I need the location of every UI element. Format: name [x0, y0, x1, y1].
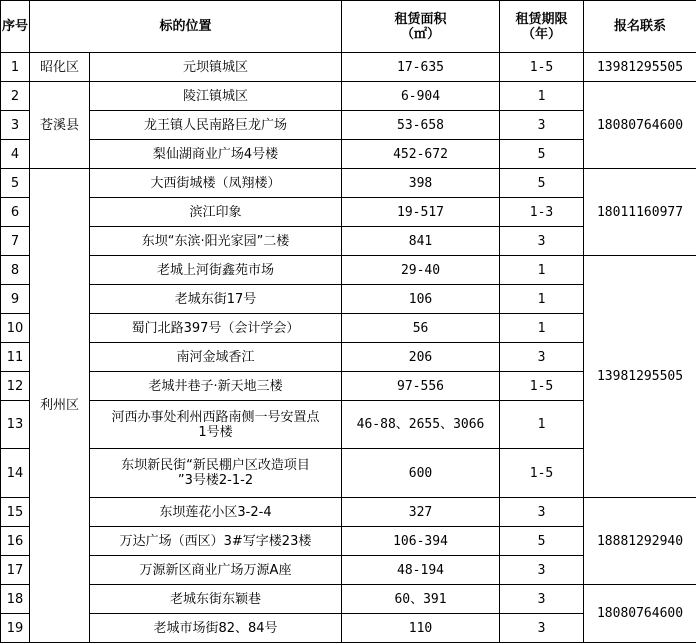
seq-cell: 18 — [1, 585, 30, 614]
location-line: 1号楼 — [90, 425, 341, 440]
location-cell: 万达广场（西区）3#写字楼23楼 — [90, 527, 342, 556]
seq-cell: 8 — [1, 256, 30, 285]
header-area-line1: 租赁面积 — [342, 12, 499, 27]
term-cell: 3 — [500, 498, 584, 527]
area-cell: 53-658 — [342, 111, 500, 140]
table-row — [1, 169, 696, 198]
seq-cell: 5 — [1, 169, 30, 198]
location-cell: 东坝莲花小区3-2-4 — [90, 498, 342, 527]
area-cell: 17-635 — [342, 53, 500, 82]
seq-cell: 12 — [1, 372, 30, 401]
term-cell: 3 — [500, 343, 584, 372]
location-cell: 老城井巷子·新天地三楼 — [90, 372, 342, 401]
seq-cell: 3 — [1, 111, 30, 140]
area-cell: 60、391 — [342, 585, 500, 614]
seq-cell: 9 — [1, 285, 30, 314]
location-cell: 蜀门北路397号（会计学会） — [90, 314, 342, 343]
area-cell: 206 — [342, 343, 500, 372]
table-row — [1, 256, 696, 285]
seq-cell: 7 — [1, 227, 30, 256]
location-cell: 元坝镇城区 — [90, 53, 342, 82]
district-cell: 利州区 — [30, 169, 90, 643]
seq-cell: 6 — [1, 198, 30, 227]
header-term-line2: （年） — [500, 27, 583, 42]
term-cell: 3 — [500, 227, 584, 256]
header-contact: 报名联系 — [584, 1, 696, 53]
seq-cell: 1 — [1, 53, 30, 82]
location-cell: 东坝“东滨·阳光家园”二楼 — [90, 227, 342, 256]
term-cell: 1-5 — [500, 449, 584, 498]
contact-cell: 18080764600 — [584, 82, 696, 169]
area-cell: 106 — [342, 285, 500, 314]
area-cell: 600 — [342, 449, 500, 498]
area-cell: 841 — [342, 227, 500, 256]
term-cell: 1 — [500, 82, 584, 111]
term-cell: 1 — [500, 314, 584, 343]
area-cell: 398 — [342, 169, 500, 198]
area-cell: 327 — [342, 498, 500, 527]
seq-cell: 14 — [1, 449, 30, 498]
term-cell: 5 — [500, 527, 584, 556]
district-cell: 昭化区 — [30, 53, 90, 82]
area-cell: 110 — [342, 614, 500, 643]
header-term-line1: 租赁期限 — [500, 12, 583, 27]
term-cell: 3 — [500, 614, 584, 643]
contact-cell: 18080764600 — [584, 585, 696, 643]
area-cell: 452-672 — [342, 140, 500, 169]
location-cell — [90, 449, 342, 498]
seq-cell: 17 — [1, 556, 30, 585]
area-cell: 29-40 — [342, 256, 500, 285]
term-cell: 1 — [500, 285, 584, 314]
location-cell: 大西街城楼（凤翔楼） — [90, 169, 342, 198]
area-cell: 97-556 — [342, 372, 500, 401]
location-cell: 老城东街17号 — [90, 285, 342, 314]
location-cell: 老城市场街82、84号 — [90, 614, 342, 643]
location-line: 河西办事处利州西路南侧一号安置点 — [90, 410, 341, 425]
header-seq: 序号 — [1, 1, 30, 53]
district-cell: 苍溪县 — [30, 82, 90, 169]
seq-cell: 19 — [1, 614, 30, 643]
location-cell: 梨仙湖商业广场4号楼 — [90, 140, 342, 169]
seq-cell: 4 — [1, 140, 30, 169]
area-cell: 6-904 — [342, 82, 500, 111]
location-cell: 陵江镇城区 — [90, 82, 342, 111]
header-area-line2: （㎡） — [342, 27, 499, 42]
header-location: 标的位置 — [30, 1, 342, 53]
location-cell: 老城上河街鑫苑市场 — [90, 256, 342, 285]
location-line: 东坝新民街“新民棚户区改造项目 — [90, 458, 341, 473]
seq-cell: 13 — [1, 401, 30, 449]
location-cell: 南河金域香江 — [90, 343, 342, 372]
term-cell: 1 — [500, 256, 584, 285]
contact-cell: 18011160977 — [584, 169, 696, 256]
term-cell: 1-3 — [500, 198, 584, 227]
location-cell: 老城东街东颖巷 — [90, 585, 342, 614]
header-row — [1, 1, 696, 53]
term-cell: 5 — [500, 140, 584, 169]
area-cell: 56 — [342, 314, 500, 343]
header-term — [500, 1, 584, 53]
term-cell: 1 — [500, 401, 584, 449]
term-cell: 3 — [500, 585, 584, 614]
term-cell: 3 — [500, 556, 584, 585]
location-cell: 龙王镇人民南路巨龙广场 — [90, 111, 342, 140]
area-cell: 19-517 — [342, 198, 500, 227]
location-line: ”3号楼2-1-2 — [90, 473, 341, 488]
table-row — [1, 53, 696, 82]
table-row — [1, 498, 696, 527]
location-cell: 滨江印象 — [90, 198, 342, 227]
header-area — [342, 1, 500, 53]
term-cell: 1-5 — [500, 372, 584, 401]
contact-cell: 13981295505 — [584, 53, 696, 82]
seq-cell: 2 — [1, 82, 30, 111]
location-cell — [90, 401, 342, 449]
seq-cell: 16 — [1, 527, 30, 556]
term-cell: 3 — [500, 111, 584, 140]
location-cell: 万源新区商业广场万源A座 — [90, 556, 342, 585]
term-cell: 1-5 — [500, 53, 584, 82]
seq-cell: 15 — [1, 498, 30, 527]
table-row — [1, 82, 696, 111]
table-row — [1, 585, 696, 614]
area-cell: 46-88、2655、3066 — [342, 401, 500, 449]
contact-cell: 13981295505 — [584, 256, 696, 498]
area-cell: 106-394 — [342, 527, 500, 556]
seq-cell: 11 — [1, 343, 30, 372]
seq-cell: 10 — [1, 314, 30, 343]
contact-cell: 18881292940 — [584, 498, 696, 585]
area-cell: 48-194 — [342, 556, 500, 585]
term-cell: 5 — [500, 169, 584, 198]
